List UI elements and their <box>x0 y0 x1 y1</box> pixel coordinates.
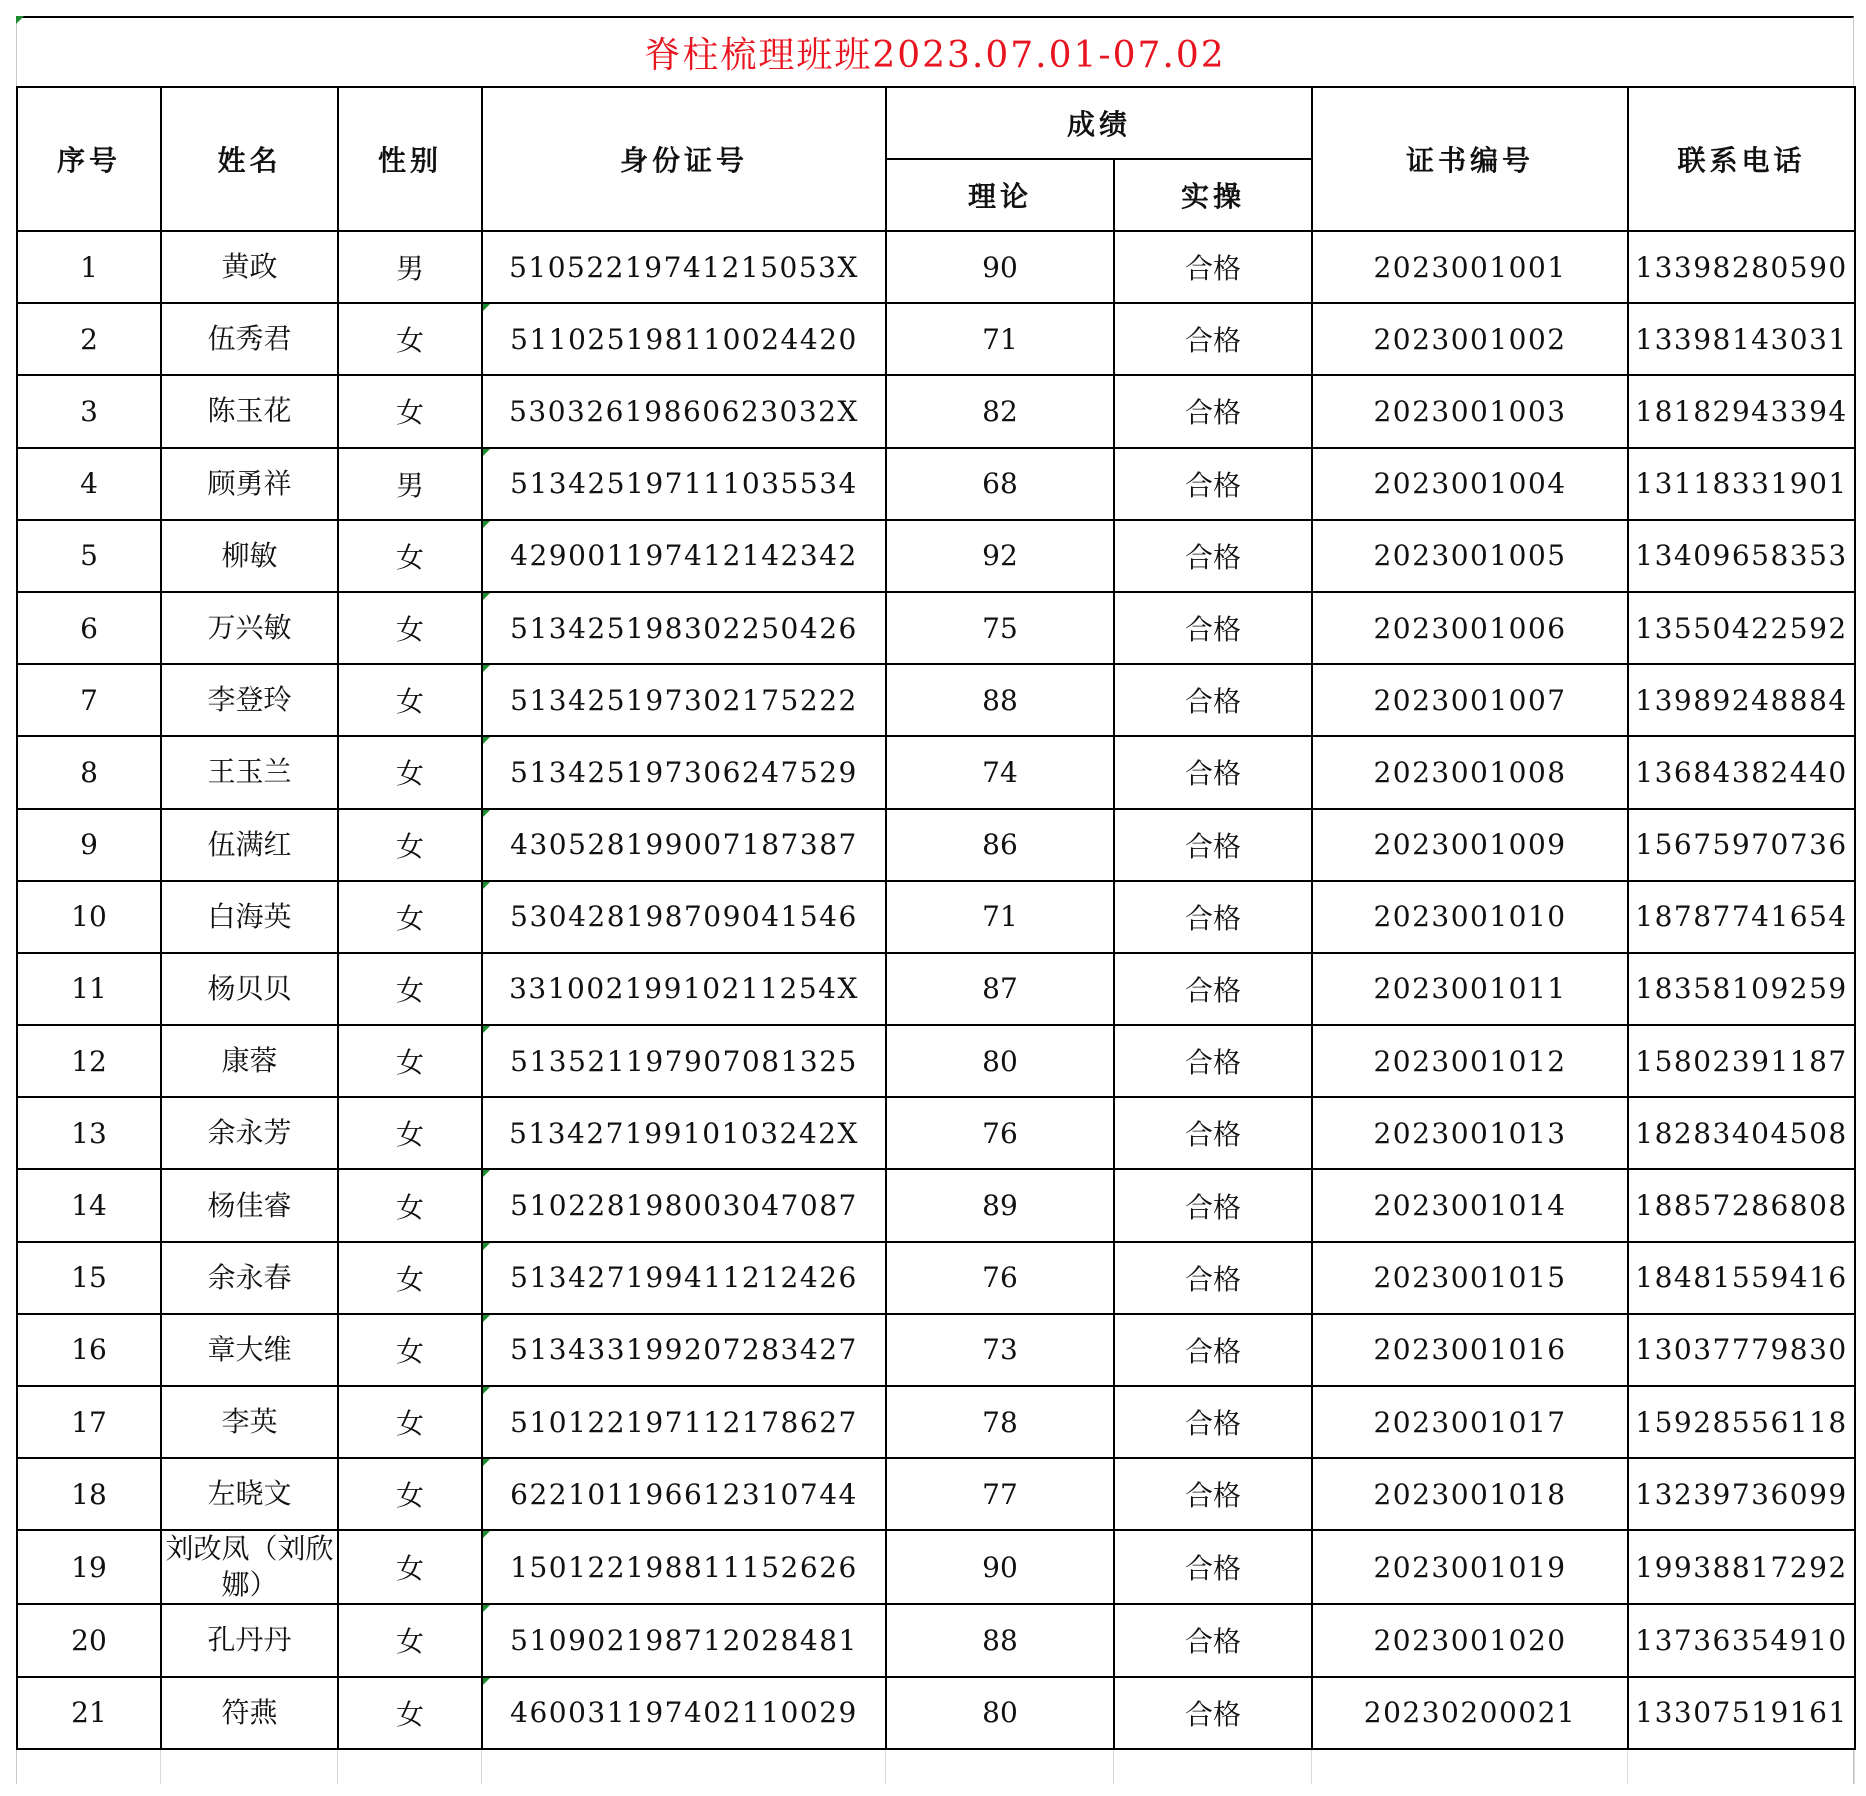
cell-id-number[interactable]: 511025198110024420 <box>482 303 886 375</box>
cell-name[interactable]: 余永春 <box>161 1242 338 1314</box>
cell-cert-no[interactable]: 2023001007 <box>1312 664 1628 736</box>
cell-id-number[interactable]: 513425197111035534 <box>482 448 886 520</box>
cell-id-number[interactable]: 51342719910103242X <box>482 1097 886 1169</box>
table-row <box>17 1530 1855 1604</box>
cell-theory[interactable]: 88 <box>886 664 1114 736</box>
cell-theory[interactable]: 77 <box>886 1458 1114 1530</box>
cell-id-number[interactable]: 513425197302175222 <box>482 664 886 736</box>
cell-id-number[interactable]: 150122198811152626 <box>482 1530 886 1604</box>
cell-name[interactable]: 伍秀君 <box>161 303 338 375</box>
cell-theory[interactable]: 86 <box>886 809 1114 881</box>
cell-name[interactable]: 李英 <box>161 1386 338 1458</box>
cell-seq[interactable]: 11 <box>17 953 161 1025</box>
cell-practice[interactable]: 合格 <box>1114 520 1312 592</box>
table-row <box>17 520 1855 592</box>
cell-phone[interactable]: 13736354910 <box>1628 1604 1855 1676</box>
cell-id-number[interactable]: 622101196612310744 <box>482 1458 886 1530</box>
cell-gender[interactable]: 女 <box>338 1097 482 1169</box>
cell-name[interactable]: 孔丹丹 <box>161 1604 338 1676</box>
cell-seq[interactable]: 1 <box>17 231 161 303</box>
table-row <box>17 1169 1855 1241</box>
cell-gender[interactable]: 女 <box>338 1604 482 1676</box>
cell-name[interactable]: 章大维 <box>161 1314 338 1386</box>
cell-id-number[interactable]: 513433199207283427 <box>482 1314 886 1386</box>
cell-phone[interactable]: 13307519161 <box>1628 1677 1855 1749</box>
header-seq[interactable]: 序号 <box>17 87 161 231</box>
table-row <box>17 881 1855 953</box>
cell-seq[interactable]: 17 <box>17 1386 161 1458</box>
number-as-text-marker-icon <box>483 1678 490 1685</box>
empty-row <box>16 1750 1854 1784</box>
table-row <box>17 303 1855 375</box>
cell-theory[interactable]: 88 <box>886 1604 1114 1676</box>
cell-phone[interactable]: 18787741654 <box>1628 881 1855 953</box>
cell-cert-no[interactable]: 2023001015 <box>1312 1242 1628 1314</box>
cell-practice[interactable]: 合格 <box>1114 448 1312 520</box>
cell-name[interactable]: 余永芳 <box>161 1097 338 1169</box>
cell-phone[interactable]: 18481559416 <box>1628 1242 1855 1314</box>
table-row <box>17 953 1855 1025</box>
cell-practice[interactable]: 合格 <box>1114 375 1312 447</box>
cell-name[interactable]: 杨佳睿 <box>161 1169 338 1241</box>
cell-name[interactable]: 李登玲 <box>161 664 338 736</box>
cell-theory[interactable]: 73 <box>886 1314 1114 1386</box>
cell-seq[interactable]: 2 <box>17 303 161 375</box>
cell-name[interactable]: 符燕 <box>161 1677 338 1749</box>
cell-theory[interactable]: 90 <box>886 231 1114 303</box>
cell-seq[interactable]: 9 <box>17 809 161 881</box>
cell-phone[interactable]: 13550422592 <box>1628 592 1855 664</box>
cell-cert-no[interactable]: 2023001002 <box>1312 303 1628 375</box>
table-row <box>17 375 1855 447</box>
number-as-text-marker-icon <box>483 1605 490 1612</box>
cell-practice[interactable]: 合格 <box>1114 1097 1312 1169</box>
cell-seq[interactable]: 8 <box>17 736 161 808</box>
cell-seq[interactable]: 4 <box>17 448 161 520</box>
header-gender[interactable]: 性别 <box>338 87 482 231</box>
cell-practice[interactable]: 合格 <box>1114 592 1312 664</box>
cell-name[interactable]: 柳敏 <box>161 520 338 592</box>
cell-seq[interactable]: 6 <box>17 592 161 664</box>
table-row <box>17 1242 1855 1314</box>
cell-theory[interactable]: 71 <box>886 303 1114 375</box>
cell-seq[interactable]: 5 <box>17 520 161 592</box>
cell-id-number[interactable]: 510902198712028481 <box>482 1604 886 1676</box>
header-name[interactable]: 姓名 <box>161 87 338 231</box>
cell-practice[interactable]: 合格 <box>1114 1677 1312 1749</box>
cell-theory[interactable]: 76 <box>886 1242 1114 1314</box>
cell-gender[interactable]: 女 <box>338 1314 482 1386</box>
cell-name[interactable]: 左晓文 <box>161 1458 338 1530</box>
number-as-text-marker-icon <box>483 1459 490 1466</box>
cell-gender[interactable]: 女 <box>338 1530 482 1604</box>
cell-seq[interactable]: 15 <box>17 1242 161 1314</box>
number-as-text-marker-icon <box>483 521 490 528</box>
cell-seq[interactable]: 21 <box>17 1677 161 1749</box>
cell-theory[interactable]: 76 <box>886 1097 1114 1169</box>
cell-gender[interactable]: 女 <box>338 1458 482 1530</box>
cell-gender[interactable]: 女 <box>338 881 482 953</box>
cell-cert-no[interactable]: 2023001018 <box>1312 1458 1628 1530</box>
cell-name[interactable]: 杨贝贝 <box>161 953 338 1025</box>
cell-cert-no[interactable]: 2023001011 <box>1312 953 1628 1025</box>
cell-practice[interactable]: 合格 <box>1114 736 1312 808</box>
cell-practice[interactable]: 合格 <box>1114 1242 1312 1314</box>
cell-theory[interactable]: 74 <box>886 736 1114 808</box>
cell-phone[interactable]: 13037779830 <box>1628 1314 1855 1386</box>
cell-id-number[interactable]: 51052219741215053X <box>482 231 886 303</box>
cell-gender[interactable]: 女 <box>338 592 482 664</box>
cell-practice[interactable]: 合格 <box>1114 809 1312 881</box>
cell-name[interactable]: 康蓉 <box>161 1025 338 1097</box>
cell-seq[interactable]: 13 <box>17 1097 161 1169</box>
cell-name[interactable]: 陈玉花 <box>161 375 338 447</box>
cell-seq[interactable]: 3 <box>17 375 161 447</box>
cell-practice[interactable]: 合格 <box>1114 303 1312 375</box>
spreadsheet <box>16 16 1854 1784</box>
table-row <box>17 1025 1855 1097</box>
cell-practice[interactable]: 合格 <box>1114 1458 1312 1530</box>
cell-cert-no[interactable]: 2023001019 <box>1312 1530 1628 1604</box>
cell-practice[interactable]: 合格 <box>1114 1314 1312 1386</box>
table-row <box>17 592 1855 664</box>
cell-name[interactable]: 伍满红 <box>161 809 338 881</box>
sheet-title[interactable] <box>16 16 1854 86</box>
cell-cert-no[interactable]: 2023001012 <box>1312 1025 1628 1097</box>
cell-phone[interactable]: 15675970736 <box>1628 809 1855 881</box>
table-row <box>17 448 1855 520</box>
cell-name[interactable]: 刘改凤（刘欣娜） <box>161 1530 338 1604</box>
cell-id-number[interactable]: 429001197412142342 <box>482 520 886 592</box>
cell-id-number[interactable]: 513521197907081325 <box>482 1025 886 1097</box>
cell-practice[interactable]: 合格 <box>1114 881 1312 953</box>
cell-gender[interactable]: 男 <box>338 448 482 520</box>
cell-gender[interactable]: 男 <box>338 231 482 303</box>
header-phone[interactable]: 联系电话 <box>1628 87 1855 231</box>
cell-theory[interactable]: 75 <box>886 592 1114 664</box>
table-row <box>17 231 1855 303</box>
cell-id-number[interactable]: 510228198003047087 <box>482 1169 886 1241</box>
cell-theory[interactable]: 82 <box>886 375 1114 447</box>
table-row <box>17 809 1855 881</box>
number-as-text-marker-icon <box>483 1170 490 1177</box>
table-row <box>17 1677 1855 1749</box>
cell-gender[interactable]: 女 <box>338 303 482 375</box>
cell-gender[interactable]: 女 <box>338 1386 482 1458</box>
header-score[interactable]: 成绩 <box>886 87 1312 159</box>
cell-gender[interactable]: 女 <box>338 1025 482 1097</box>
cell-gender[interactable]: 女 <box>338 736 482 808</box>
cell-phone[interactable]: 18857286808 <box>1628 1169 1855 1241</box>
cell-gender[interactable]: 女 <box>338 375 482 447</box>
roster-table <box>16 86 1856 1750</box>
cell-cert-no[interactable]: 2023001017 <box>1312 1386 1628 1458</box>
cell-cert-no[interactable]: 20230200021 <box>1312 1677 1628 1749</box>
cell-cert-no[interactable]: 2023001014 <box>1312 1169 1628 1241</box>
cell-gender[interactable]: 女 <box>338 520 482 592</box>
cell-practice[interactable]: 合格 <box>1114 953 1312 1025</box>
cell-seq[interactable]: 14 <box>17 1169 161 1241</box>
number-as-text-marker-icon <box>483 1387 490 1394</box>
cell-gender[interactable]: 女 <box>338 953 482 1025</box>
cell-gender[interactable]: 女 <box>338 1677 482 1749</box>
cell-id-number[interactable]: 530428198709041546 <box>482 881 886 953</box>
table-row <box>17 1458 1855 1530</box>
header-practice[interactable]: 实操 <box>1114 159 1312 231</box>
cell-practice[interactable]: 合格 <box>1114 1169 1312 1241</box>
cell-phone[interactable]: 13409658353 <box>1628 520 1855 592</box>
cell-name[interactable]: 顾勇祥 <box>161 448 338 520</box>
cell-seq[interactable]: 20 <box>17 1604 161 1676</box>
cell-id-number[interactable]: 430528199007187387 <box>482 809 886 881</box>
cell-theory[interactable]: 92 <box>886 520 1114 592</box>
cell-id-number[interactable]: 513425197306247529 <box>482 736 886 808</box>
cell-phone[interactable]: 13239736099 <box>1628 1458 1855 1530</box>
cell-gender[interactable]: 女 <box>338 1169 482 1241</box>
cell-practice[interactable]: 合格 <box>1114 1386 1312 1458</box>
cell-phone[interactable]: 15928556118 <box>1628 1386 1855 1458</box>
cell-name[interactable]: 黄政 <box>161 231 338 303</box>
cell-cert-no[interactable]: 2023001004 <box>1312 448 1628 520</box>
cell-cert-no[interactable]: 2023001001 <box>1312 231 1628 303</box>
cell-theory[interactable]: 68 <box>886 448 1114 520</box>
cell-theory[interactable]: 87 <box>886 953 1114 1025</box>
cell-name[interactable]: 王玉兰 <box>161 736 338 808</box>
table-body <box>17 231 1855 1749</box>
number-as-text-marker-icon <box>483 810 490 817</box>
cell-practice[interactable]: 合格 <box>1114 1530 1312 1604</box>
cell-seq[interactable]: 12 <box>17 1025 161 1097</box>
cell-cert-no[interactable]: 2023001003 <box>1312 375 1628 447</box>
number-as-text-marker-icon <box>483 304 490 311</box>
cell-cert-no[interactable]: 2023001010 <box>1312 881 1628 953</box>
number-as-text-marker-icon <box>483 1026 490 1033</box>
table-row <box>17 664 1855 736</box>
cell-phone[interactable]: 13118331901 <box>1628 448 1855 520</box>
cell-cert-no[interactable]: 2023001006 <box>1312 592 1628 664</box>
cell-cert-no[interactable]: 2023001005 <box>1312 520 1628 592</box>
cell-cert-no[interactable]: 2023001013 <box>1312 1097 1628 1169</box>
cell-name[interactable]: 万兴敏 <box>161 592 338 664</box>
number-as-text-marker-icon <box>483 737 490 744</box>
header-id-number[interactable]: 身份证号 <box>482 87 886 231</box>
cell-seq[interactable]: 7 <box>17 664 161 736</box>
cell-marker-icon <box>16 16 24 24</box>
cell-practice[interactable]: 合格 <box>1114 231 1312 303</box>
cell-gender[interactable]: 女 <box>338 809 482 881</box>
table-row <box>17 1604 1855 1676</box>
number-as-text-marker-icon <box>483 593 490 600</box>
number-as-text-marker-icon <box>483 449 490 456</box>
header-theory[interactable]: 理论 <box>886 159 1114 231</box>
cell-id-number[interactable]: 53032619860623032X <box>482 375 886 447</box>
cell-practice[interactable]: 合格 <box>1114 1025 1312 1097</box>
table-row <box>17 736 1855 808</box>
table-row <box>17 1097 1855 1169</box>
cell-phone[interactable]: 18283404508 <box>1628 1097 1855 1169</box>
cell-id-number[interactable]: 510122197112178627 <box>482 1386 886 1458</box>
cell-theory[interactable]: 71 <box>886 881 1114 953</box>
cell-id-number[interactable]: 460031197402110029 <box>482 1677 886 1749</box>
number-as-text-marker-icon <box>483 882 490 889</box>
cell-id-number[interactable]: 33100219910211254X <box>482 953 886 1025</box>
cell-cert-no[interactable]: 2023001016 <box>1312 1314 1628 1386</box>
cell-cert-no[interactable]: 2023001020 <box>1312 1604 1628 1676</box>
cell-theory[interactable]: 90 <box>886 1530 1114 1604</box>
cell-phone[interactable]: 13398143031 <box>1628 303 1855 375</box>
cell-cert-no[interactable]: 2023001009 <box>1312 809 1628 881</box>
cell-practice[interactable]: 合格 <box>1114 1604 1312 1676</box>
cell-phone[interactable]: 18358109259 <box>1628 953 1855 1025</box>
number-as-text-marker-icon <box>483 1531 490 1538</box>
cell-gender[interactable]: 女 <box>338 664 482 736</box>
cell-seq[interactable]: 10 <box>17 881 161 953</box>
number-as-text-marker-icon <box>483 1243 490 1250</box>
header-cert-no[interactable]: 证书编号 <box>1312 87 1628 231</box>
cell-name[interactable]: 白海英 <box>161 881 338 953</box>
cell-practice[interactable]: 合格 <box>1114 664 1312 736</box>
cell-theory[interactable]: 89 <box>886 1169 1114 1241</box>
cell-theory[interactable]: 80 <box>886 1677 1114 1749</box>
cell-id-number[interactable]: 513427199411212426 <box>482 1242 886 1314</box>
cell-seq[interactable]: 16 <box>17 1314 161 1386</box>
cell-seq[interactable]: 19 <box>17 1530 161 1604</box>
cell-seq[interactable]: 18 <box>17 1458 161 1530</box>
cell-theory[interactable]: 80 <box>886 1025 1114 1097</box>
cell-phone[interactable]: 13989248884 <box>1628 664 1855 736</box>
cell-phone[interactable]: 19938817292 <box>1628 1530 1855 1604</box>
cell-cert-no[interactable]: 2023001008 <box>1312 736 1628 808</box>
table-row <box>17 1386 1855 1458</box>
table-row <box>17 1314 1855 1386</box>
cell-gender[interactable]: 女 <box>338 1242 482 1314</box>
cell-phone[interactable]: 15802391187 <box>1628 1025 1855 1097</box>
title-text: 脊柱梳理班班2023.07.01-07.02 <box>644 34 1226 76</box>
cell-phone[interactable]: 13398280590 <box>1628 231 1855 303</box>
cell-id-number[interactable]: 513425198302250426 <box>482 592 886 664</box>
number-as-text-marker-icon <box>483 665 490 672</box>
cell-phone[interactable]: 13684382440 <box>1628 736 1855 808</box>
number-as-text-marker-icon <box>483 1315 490 1322</box>
cell-theory[interactable]: 78 <box>886 1386 1114 1458</box>
cell-phone[interactable]: 18182943394 <box>1628 375 1855 447</box>
